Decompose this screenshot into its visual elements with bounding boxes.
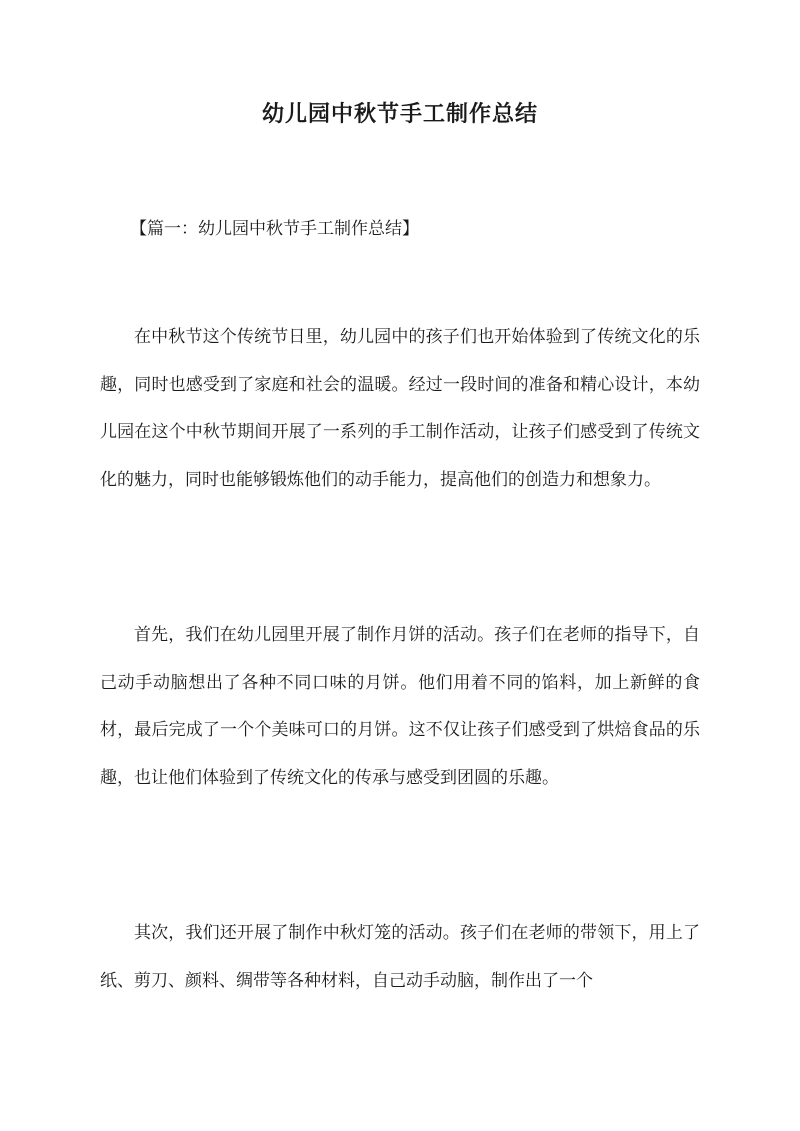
section-label: 【篇一：幼儿园中秋节手工制作总结】 bbox=[130, 219, 419, 239]
paragraph-lantern: 其次，我们还开展了制作中秋灯笼的活动。孩子们在老师的带领下，用上了纸、剪刀、颜料、绸带等各种材料，自己动手动脑，制作出了一个 bbox=[100, 923, 700, 991]
paragraph-intro: 在中秋节这个传统节日里，幼儿园中的孩子们也开始体验到了传统文化的乐趣，同时也感受到了家庭和社会的温暖。经过一段时间的准备和精心设计，本幼儿园在这个中秋节期间开展了一系列的手工制作活动，让孩子们感受到了传统文化的魅力，同时也能够锻炼他们的动手能力，提高他们的创造力和想象力。 bbox=[100, 327, 700, 490]
document-title: 幼儿园中秋节手工制作总结 bbox=[261, 101, 538, 127]
paragraph-mooncake: 首先，我们在幼儿园里开展了制作月饼的活动。孩子们在老师的指导下，自己动手动脑想出了各种不同口味的月饼。他们用着不同的馅料，加上新鲜的食材，最后完成了一个个美味可口的月饼。这不仅让孩子们感受到了烘焙食品的乐趣，也让他们体验到了传统文化的传承与感受到团圆的乐趣。 bbox=[100, 625, 700, 788]
